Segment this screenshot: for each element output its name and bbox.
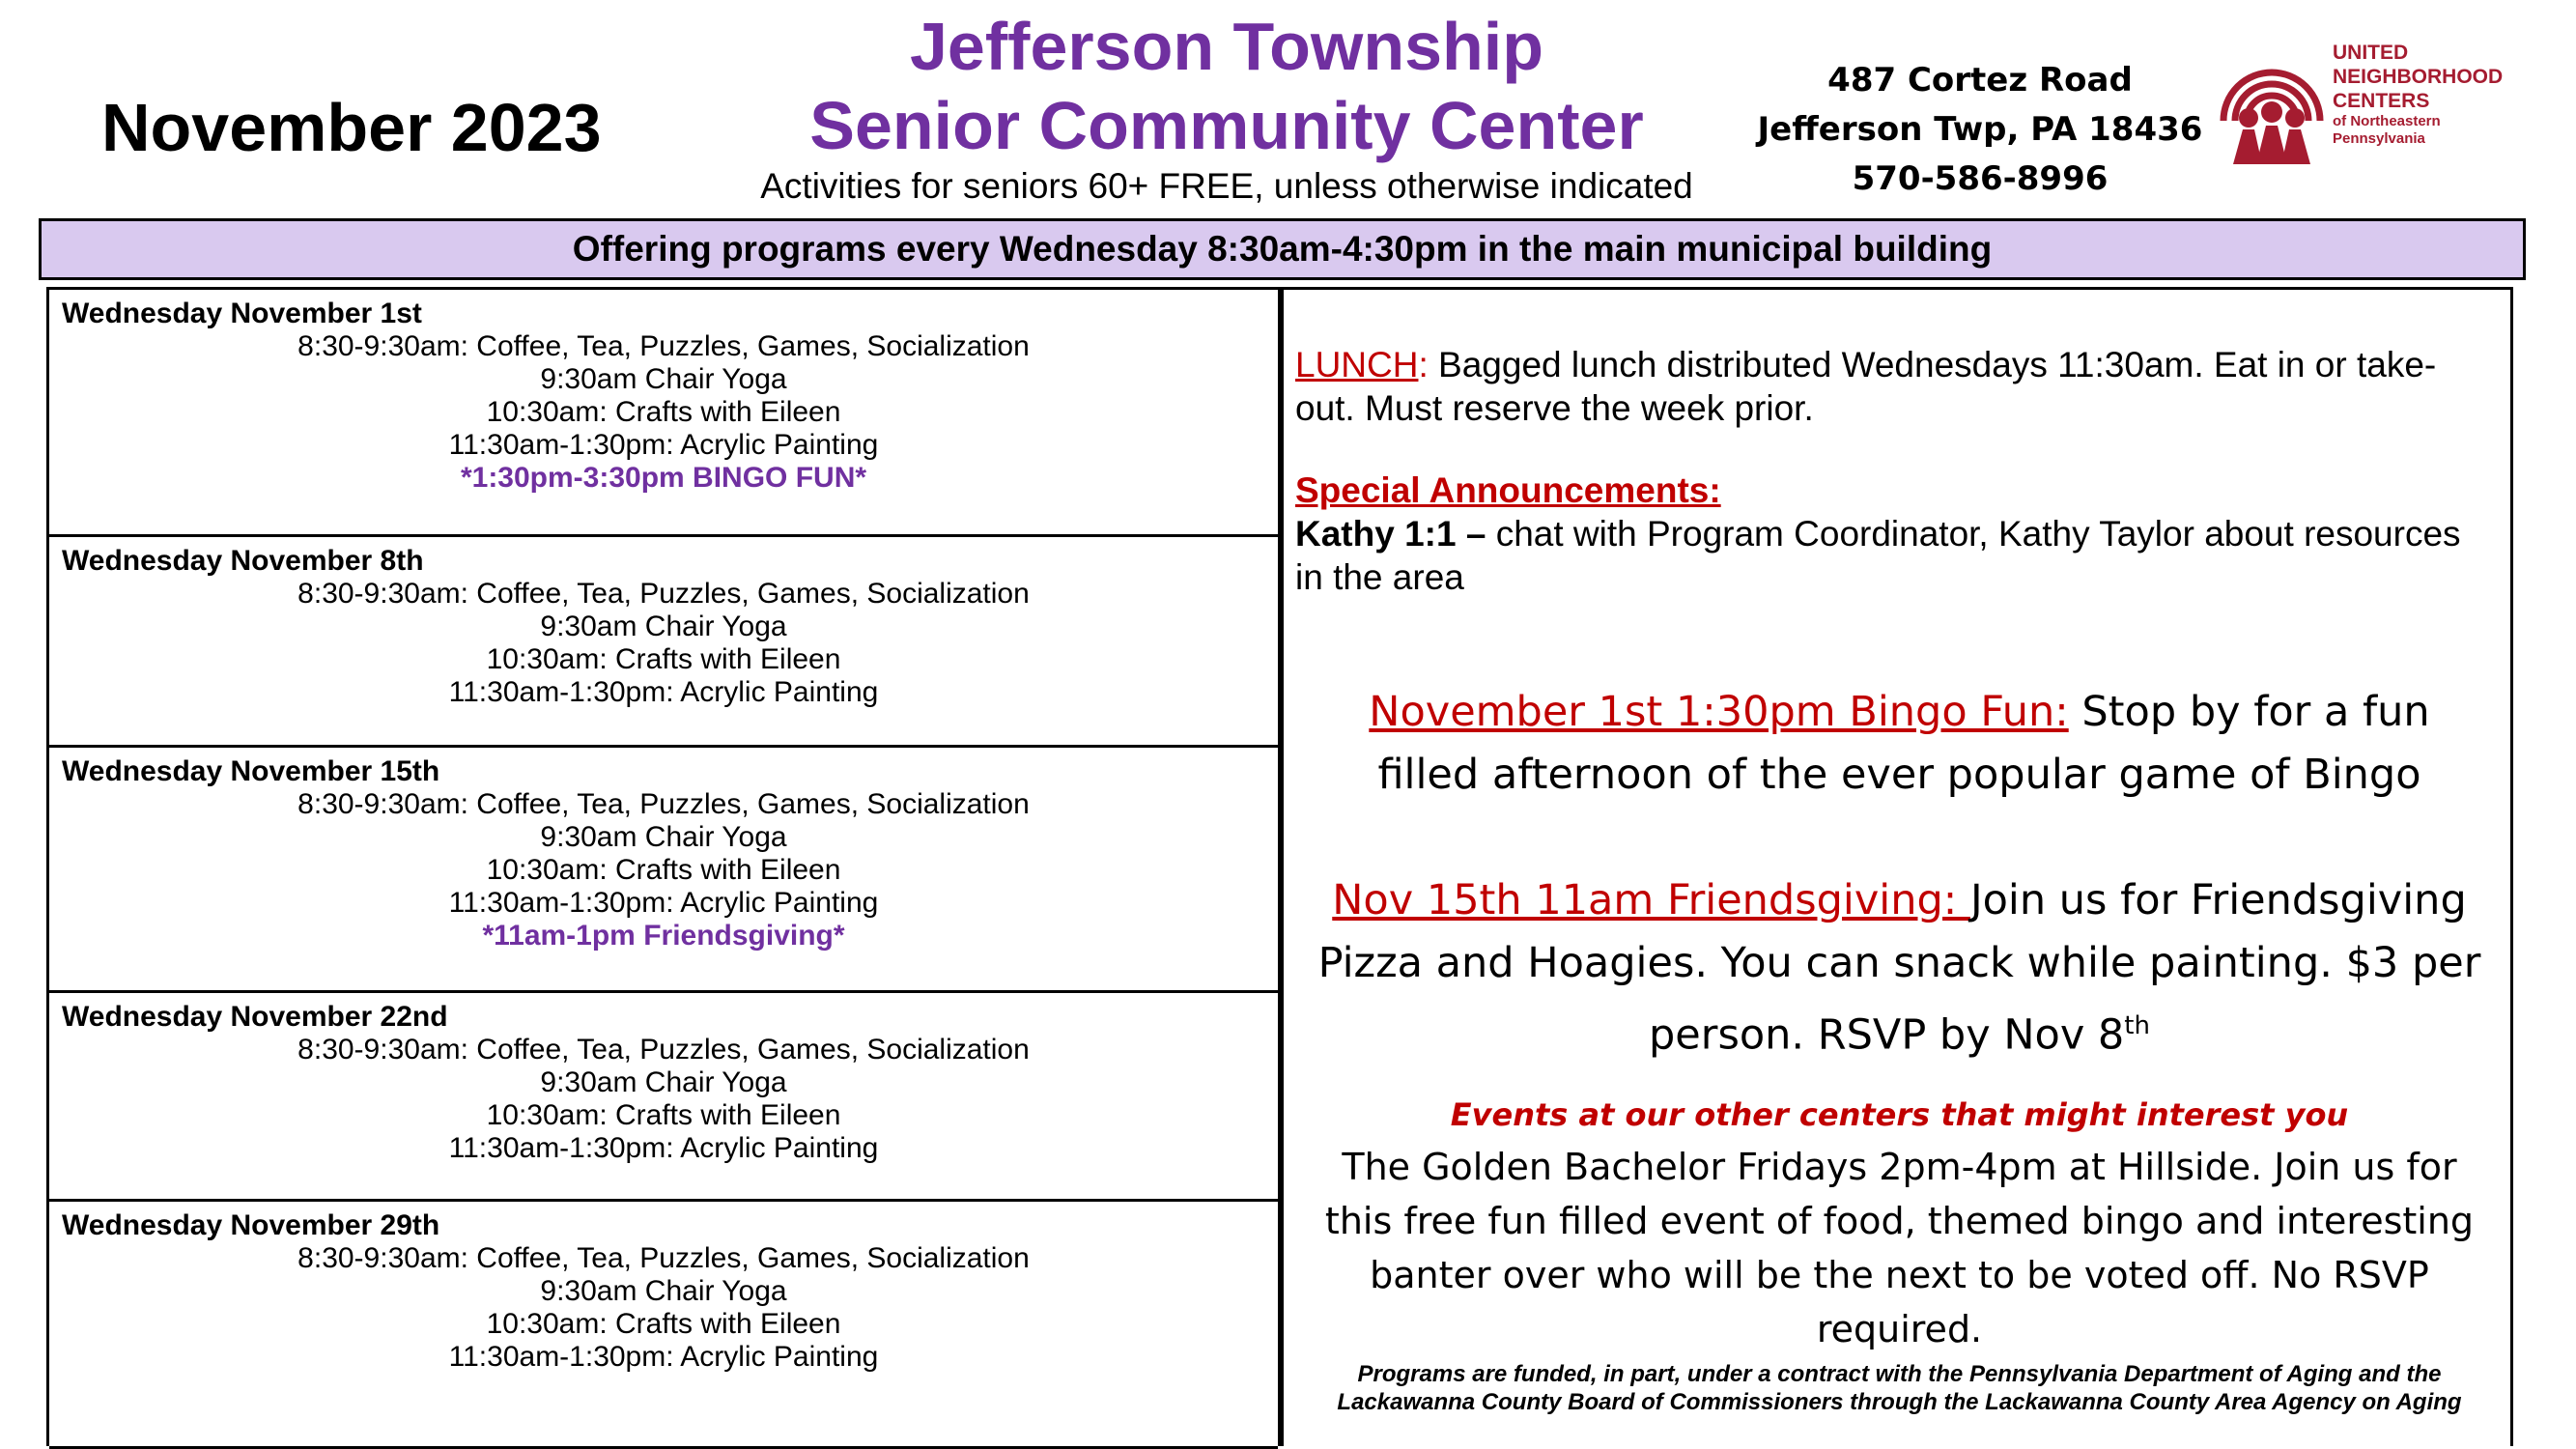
day-activities bbox=[49, 788, 1278, 952]
special-announcements bbox=[1295, 469, 2493, 599]
activity-line: 9:30am Chair Yoga bbox=[540, 363, 787, 395]
activity-line: 9:30am Chair Yoga bbox=[540, 611, 787, 642]
golden-bachelor-event: The Golden Bachelor Fridays 2pm-4pm at Hillside. Join us for this free fun filled event of food, themed bingo and interesting banter over who will be the next to be voted off. No RSVP required. bbox=[1324, 1146, 2475, 1350]
weekly-schedule bbox=[46, 287, 1281, 1446]
logo-emblem-icon bbox=[2212, 29, 2333, 174]
lunch-label: LUNCH bbox=[1295, 345, 1419, 384]
logo-line1: UNITED bbox=[2333, 42, 2409, 64]
special-activity: *1:30pm-3:30pm BINGO FUN* bbox=[460, 462, 867, 494]
announcements-heading: Special Announcements: bbox=[1295, 470, 1721, 510]
activity-line: 10:30am: Crafts with Eileen bbox=[486, 643, 841, 675]
logo-line3: CENTERS bbox=[2333, 90, 2430, 112]
day-heading: Wednesday November 15th bbox=[62, 755, 440, 787]
activity-line: 9:30am Chair Yoga bbox=[540, 1066, 787, 1098]
schedule-day-nov-29 bbox=[49, 1202, 1278, 1449]
subtitle: Activities for seniors 60+ FREE, unless otherwise indicated bbox=[760, 166, 1693, 206]
lunch-notice bbox=[1295, 343, 2493, 430]
activity-line: 11:30am-1:30pm: Acrylic Painting bbox=[448, 1132, 879, 1164]
program-banner: Offering programs every Wednesday 8:30am-4:30pm in the main municipal building bbox=[39, 218, 2526, 280]
schedule-day-nov-8 bbox=[49, 537, 1278, 748]
activity-line: 11:30am-1:30pm: Acrylic Painting bbox=[448, 887, 879, 919]
activity-line: 8:30-9:30am: Coffee, Tea, Puzzles, Games, Socialization bbox=[297, 578, 1030, 610]
schedule-day-nov-15 bbox=[49, 748, 1278, 993]
activity-line: 9:30am Chair Yoga bbox=[540, 1275, 787, 1307]
lunch-colon: : bbox=[1418, 345, 1429, 384]
day-heading: Wednesday November 1st bbox=[62, 298, 422, 329]
day-heading: Wednesday November 29th bbox=[62, 1209, 440, 1241]
funding-note: Programs are funded, in part, under a contract with the Pennsylvania Department of Aging and the Lackawanna County Board of Commissioners through the Lackawanna County Area Agency on Aging bbox=[1337, 1361, 2462, 1415]
address-block bbox=[1743, 56, 2217, 204]
day-activities bbox=[49, 1242, 1278, 1374]
center-title-line1: Jefferson Township bbox=[910, 9, 1543, 84]
united-neighborhood-centers-logo bbox=[2212, 29, 2521, 174]
day-heading: Wednesday November 8th bbox=[62, 545, 424, 577]
day-activities bbox=[49, 578, 1278, 709]
activity-line: 8:30-9:30am: Coffee, Tea, Puzzles, Games, Socialization bbox=[297, 788, 1030, 820]
activity-line: 11:30am-1:30pm: Acrylic Painting bbox=[448, 676, 879, 708]
activity-line: 8:30-9:30am: Coffee, Tea, Puzzles, Games, Socialization bbox=[297, 330, 1030, 362]
bingo-text: Stop by for a fun filled afternoon of the ever popular game of Bingo bbox=[1377, 688, 2430, 799]
logo-text bbox=[2333, 41, 2503, 148]
activity-line: 10:30am: Crafts with Eileen bbox=[486, 1099, 841, 1131]
schedule-day-nov-22 bbox=[49, 993, 1278, 1202]
kathy-label: Kathy 1:1 – bbox=[1295, 514, 1486, 554]
activity-line: 10:30am: Crafts with Eileen bbox=[486, 1308, 841, 1340]
logo-line5: Pennsylvania bbox=[2333, 130, 2425, 147]
other-centers-heading: Events at our other centers that might interest you bbox=[1450, 1096, 2349, 1133]
address-city: Jefferson Twp, PA 18436 bbox=[1757, 110, 2203, 149]
friendsgiving-sup: th bbox=[2124, 1011, 2150, 1040]
info-panel bbox=[1281, 287, 2513, 1446]
activity-line: 8:30-9:30am: Coffee, Tea, Puzzles, Games, Socialization bbox=[297, 1034, 1030, 1065]
day-heading: Wednesday November 22nd bbox=[62, 1001, 448, 1033]
phone-number: 570-586-8996 bbox=[1852, 159, 2109, 198]
day-activities bbox=[49, 330, 1278, 495]
lunch-text: Bagged lunch distributed Wednesdays 11:30am. Eat in or take-out. Must reserve the week prior. bbox=[1295, 345, 2437, 428]
center-title-line2: Senior Community Center bbox=[809, 88, 1644, 163]
activity-line: 10:30am: Crafts with Eileen bbox=[486, 396, 841, 428]
month-heading: November 2023 bbox=[101, 90, 602, 165]
friendsgiving-text: Join us for Friendsgiving Pizza and Hoagies. You can snack while painting. $3 per person. RSVP by Nov 8 bbox=[1317, 876, 2481, 1060]
activity-line: 9:30am Chair Yoga bbox=[540, 821, 787, 853]
friendsgiving-event bbox=[1313, 869, 2486, 1066]
bingo-event bbox=[1313, 681, 2486, 807]
address-street: 487 Cortez Road bbox=[1827, 61, 2133, 99]
special-activity: *11am-1pm Friendsgiving* bbox=[482, 920, 845, 952]
kathy-text: chat with Program Coordinator, Kathy Taylor about resources in the area bbox=[1295, 514, 2461, 597]
bingo-label: November 1st 1:30pm Bingo Fun: bbox=[1369, 688, 2069, 736]
schedule-day-nov-1 bbox=[49, 290, 1278, 537]
activity-line: 11:30am-1:30pm: Acrylic Painting bbox=[448, 429, 879, 461]
friendsgiving-label: Nov 15th 11am Friendsgiving: bbox=[1332, 876, 1970, 924]
activity-line: 8:30-9:30am: Coffee, Tea, Puzzles, Games, Socialization bbox=[297, 1242, 1030, 1274]
kathy-announcement bbox=[1295, 512, 2493, 599]
logo-line2: NEIGHBORHOOD bbox=[2333, 66, 2504, 88]
activity-line: 10:30am: Crafts with Eileen bbox=[486, 854, 841, 886]
logo-line4: of Northeastern bbox=[2333, 113, 2441, 129]
activity-line: 11:30am-1:30pm: Acrylic Painting bbox=[448, 1341, 879, 1373]
day-activities bbox=[49, 1034, 1278, 1165]
